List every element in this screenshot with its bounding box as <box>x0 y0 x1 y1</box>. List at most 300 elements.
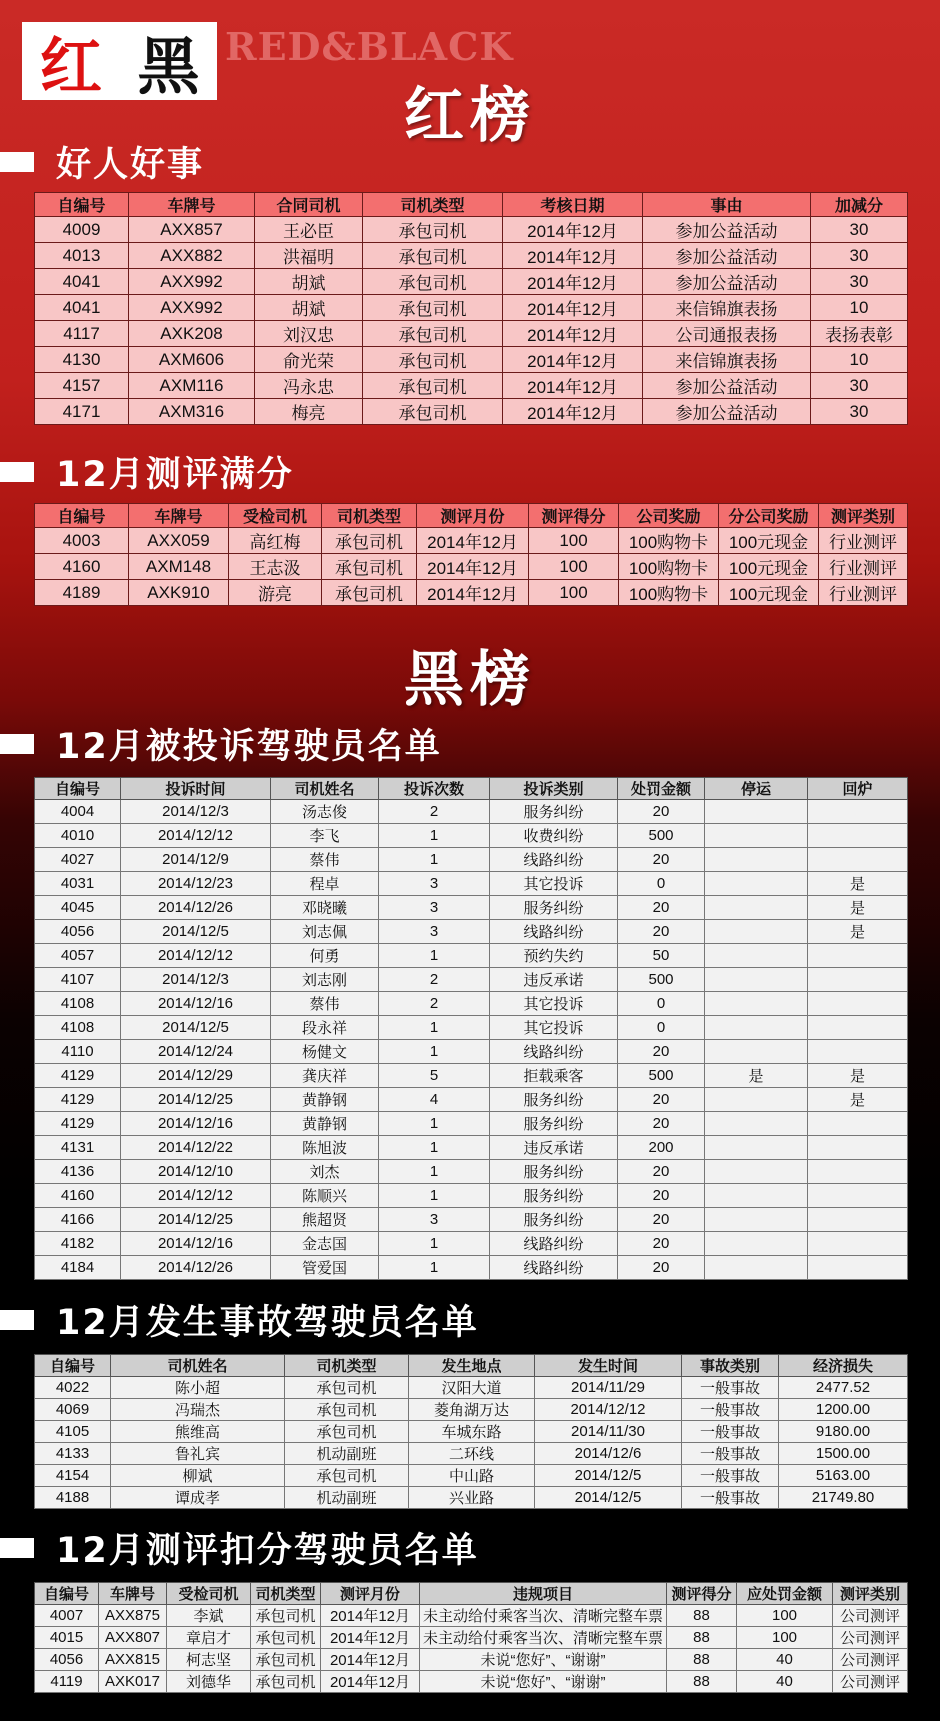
table-cell <box>705 824 808 848</box>
table-cell: 20 <box>618 1040 705 1064</box>
table-cell: 5 <box>379 1064 490 1088</box>
table-cell: 承包司机 <box>363 373 503 399</box>
table-row <box>35 944 908 968</box>
table-cell <box>808 848 908 872</box>
table-cell: 5163.00 <box>779 1465 908 1487</box>
table-cell: 4117 <box>35 321 129 347</box>
table-cell: 线路纠纷 <box>490 920 618 944</box>
table-cell: 9180.00 <box>779 1421 908 1443</box>
table-cell: 4182 <box>35 1232 121 1256</box>
column-header: 自编号 <box>35 1355 111 1377</box>
table-cell: 1200.00 <box>779 1399 908 1421</box>
column-header: 发生时间 <box>535 1355 682 1377</box>
table-cell: 4022 <box>35 1377 111 1399</box>
column-header: 自编号 <box>35 1583 99 1605</box>
table-row <box>35 554 908 580</box>
table-cell: 来信锦旗表扬 <box>643 347 811 373</box>
column-header: 车牌号 <box>129 504 229 528</box>
table-cell: 100元现金 <box>719 528 819 554</box>
table-cell: 4031 <box>35 872 121 896</box>
table-cell: 公司测评 <box>833 1671 908 1693</box>
table-cell <box>705 1256 808 1280</box>
table-cell: AXX992 <box>129 269 255 295</box>
table-cell: 刘志佩 <box>271 920 379 944</box>
table-cell: 4057 <box>35 944 121 968</box>
table-row <box>35 1649 908 1671</box>
table-cell: 是 <box>808 1064 908 1088</box>
table-cell: 熊超贤 <box>271 1208 379 1232</box>
table-cell: 1 <box>379 824 490 848</box>
table-cell: 违反承诺 <box>490 968 618 992</box>
table-cell: 20 <box>618 800 705 824</box>
table-cell: 行业测评 <box>819 528 908 554</box>
table-cell: 未主动给付乘客当次、清晰完整车票 <box>420 1627 667 1649</box>
column-header: 司机姓名 <box>111 1355 285 1377</box>
table-cell: 承包司机 <box>322 580 417 606</box>
table-cell: 500 <box>618 1064 705 1088</box>
table-cell: 参加公益活动 <box>643 399 811 425</box>
table-cell: 李飞 <box>271 824 379 848</box>
table-cell: 表扬表彰 <box>811 321 908 347</box>
table-cell: AXK910 <box>129 580 229 606</box>
table-cell: 违反承诺 <box>490 1136 618 1160</box>
table-cell: 2 <box>379 992 490 1016</box>
table-cell <box>705 920 808 944</box>
table-cell: 20 <box>618 1256 705 1280</box>
column-header: 事故类别 <box>682 1355 779 1377</box>
table-cell: 4105 <box>35 1421 111 1443</box>
table-cell: 服务纠纷 <box>490 1112 618 1136</box>
table-cell: 中山路 <box>409 1465 535 1487</box>
table-cell: 2014/12/26 <box>121 896 271 920</box>
table-cell: 20 <box>618 1160 705 1184</box>
table-row <box>35 1208 908 1232</box>
accidents-table <box>34 1354 908 1509</box>
table-cell: 2014/12/12 <box>121 824 271 848</box>
column-header: 应处罚金额 <box>737 1583 833 1605</box>
section-title-good-deeds: 好人好事 <box>0 140 204 184</box>
table-cell: 承包司机 <box>363 321 503 347</box>
column-header: 测评类别 <box>819 504 908 528</box>
table-cell: AXX059 <box>129 528 229 554</box>
table-cell: 2014/12/16 <box>121 992 271 1016</box>
table-cell: 2 <box>379 800 490 824</box>
logo-black-char: 黑 <box>120 22 217 100</box>
table-cell: AXK208 <box>129 321 255 347</box>
table-cell: 100 <box>529 554 619 580</box>
table-cell: 4056 <box>35 920 121 944</box>
table-cell: 4110 <box>35 1040 121 1064</box>
table-cell: 2014/12/5 <box>121 1016 271 1040</box>
table-cell: 2014/12/5 <box>121 920 271 944</box>
table-cell: 陈顺兴 <box>271 1184 379 1208</box>
table-cell: 88 <box>667 1649 737 1671</box>
table-cell: 承包司机 <box>251 1605 321 1627</box>
table-cell: 4107 <box>35 968 121 992</box>
table-cell: 21749.80 <box>779 1487 908 1509</box>
table-cell: 4129 <box>35 1112 121 1136</box>
table-cell: 4045 <box>35 896 121 920</box>
table-cell: 20 <box>618 1088 705 1112</box>
table-cell <box>808 992 908 1016</box>
table-row <box>35 1232 908 1256</box>
table-cell: 20 <box>618 1232 705 1256</box>
table-cell: 黄静钢 <box>271 1112 379 1136</box>
table-cell: 车城东路 <box>409 1421 535 1443</box>
table-cell: 100 <box>737 1605 833 1627</box>
table-cell <box>808 1208 908 1232</box>
column-header: 司机类型 <box>363 193 503 217</box>
table-cell: 2014年12月 <box>417 580 529 606</box>
table-cell: 章启才 <box>167 1627 251 1649</box>
table-cell <box>808 1184 908 1208</box>
column-header: 受检司机 <box>167 1583 251 1605</box>
table-header-row <box>35 778 908 800</box>
table-cell: 承包司机 <box>363 217 503 243</box>
table-cell <box>705 1232 808 1256</box>
table-cell: 服务纠纷 <box>490 800 618 824</box>
table-cell: 一般事故 <box>682 1465 779 1487</box>
table-cell <box>705 1040 808 1064</box>
table-row <box>35 1671 908 1693</box>
deductions-table <box>34 1582 908 1693</box>
column-header: 加减分 <box>811 193 908 217</box>
table-cell: 承包司机 <box>363 295 503 321</box>
column-header: 投诉次数 <box>379 778 490 800</box>
table-cell: 10 <box>811 347 908 373</box>
table-cell: 程卓 <box>271 872 379 896</box>
table-cell: AXX815 <box>99 1649 167 1671</box>
table-cell: 2014/12/12 <box>535 1399 682 1421</box>
table-cell: 50 <box>618 944 705 968</box>
table-cell: 何勇 <box>271 944 379 968</box>
table-cell: 40 <box>737 1649 833 1671</box>
table-cell <box>808 944 908 968</box>
table-header-row <box>35 1355 908 1377</box>
table-cell: 100购物卡 <box>619 554 719 580</box>
table-cell: 金志国 <box>271 1232 379 1256</box>
column-header: 测评月份 <box>321 1583 420 1605</box>
column-header: 处罚金额 <box>618 778 705 800</box>
table-row <box>35 1443 908 1465</box>
table-cell: 4015 <box>35 1627 99 1649</box>
table-cell: 4108 <box>35 992 121 1016</box>
table-cell <box>705 992 808 1016</box>
table-cell: 拒载乘客 <box>490 1064 618 1088</box>
table-cell: 2014年12月 <box>503 269 643 295</box>
table-cell: 100购物卡 <box>619 580 719 606</box>
table-cell: 刘杰 <box>271 1160 379 1184</box>
table-cell: 公司测评 <box>833 1605 908 1627</box>
table-cell: 收费纠纷 <box>490 824 618 848</box>
table-row <box>35 1465 908 1487</box>
table-cell: 4056 <box>35 1649 99 1671</box>
table-cell: 汤志俊 <box>271 800 379 824</box>
table-row <box>35 1088 908 1112</box>
table-cell: 线路纠纷 <box>490 1232 618 1256</box>
table-row <box>35 992 908 1016</box>
table-cell: 500 <box>618 968 705 992</box>
table-cell: 洪福明 <box>255 243 363 269</box>
table-cell: 4010 <box>35 824 121 848</box>
table-cell: 服务纠纷 <box>490 1160 618 1184</box>
table-cell <box>705 800 808 824</box>
table-cell: 20 <box>618 1112 705 1136</box>
table-cell: 2014/12/26 <box>121 1256 271 1280</box>
table-cell: 2014/12/3 <box>121 968 271 992</box>
table-cell: 0 <box>618 872 705 896</box>
table-cell: 2477.52 <box>779 1377 908 1399</box>
table-row <box>35 1605 908 1627</box>
table-cell: 4166 <box>35 1208 121 1232</box>
table-row <box>35 347 908 373</box>
table-cell: 承包司机 <box>251 1671 321 1693</box>
table-row <box>35 1016 908 1040</box>
table-row <box>35 896 908 920</box>
table-cell: 王必臣 <box>255 217 363 243</box>
table-cell: 汉阳大道 <box>409 1377 535 1399</box>
table-row <box>35 399 908 425</box>
table-cell: 未说“您好”、“谢谢” <box>420 1649 667 1671</box>
table-cell: 是 <box>808 1088 908 1112</box>
table-cell: 2014/12/29 <box>121 1064 271 1088</box>
table-cell: 承包司机 <box>322 554 417 580</box>
table-row <box>35 321 908 347</box>
column-header: 司机类型 <box>322 504 417 528</box>
table-cell: 其它投诉 <box>490 1016 618 1040</box>
table-cell: 4189 <box>35 580 129 606</box>
table-cell: 承包司机 <box>285 1377 409 1399</box>
table-cell: 其它投诉 <box>490 992 618 1016</box>
table-cell: 1 <box>379 848 490 872</box>
table-cell: 100 <box>529 528 619 554</box>
table-cell: 未说“您好”、“谢谢” <box>420 1671 667 1693</box>
table-row <box>35 824 908 848</box>
table-cell: 冯瑞杰 <box>111 1399 285 1421</box>
table-row <box>35 217 908 243</box>
table-cell: 2014年12月 <box>503 295 643 321</box>
table-cell: 杨健文 <box>271 1040 379 1064</box>
table-cell: 来信锦旗表扬 <box>643 295 811 321</box>
table-row <box>35 1399 908 1421</box>
table-row <box>35 269 908 295</box>
section-title-full-score: 12月测评满分 <box>0 450 294 494</box>
table-cell: 4130 <box>35 347 129 373</box>
table-cell: 参加公益活动 <box>643 217 811 243</box>
table-row <box>35 243 908 269</box>
table-cell: 2014/12/25 <box>121 1088 271 1112</box>
section-title-complaints: 12月被投诉驾驶员名单 <box>0 722 442 766</box>
table-cell: 服务纠纷 <box>490 896 618 920</box>
table-cell: 行业测评 <box>819 554 908 580</box>
table-cell: 蔡伟 <box>271 992 379 1016</box>
table-cell <box>705 944 808 968</box>
table-row <box>35 848 908 872</box>
column-header: 考核日期 <box>503 193 643 217</box>
black-board-title: 黑榜 <box>404 645 536 715</box>
table-cell: 4184 <box>35 1256 121 1280</box>
column-header: 司机姓名 <box>271 778 379 800</box>
table-cell: 服务纠纷 <box>490 1184 618 1208</box>
table-cell: 兴业路 <box>409 1487 535 1509</box>
table-cell: 1 <box>379 1256 490 1280</box>
table-cell: 胡斌 <box>255 269 363 295</box>
table-cell <box>808 1040 908 1064</box>
table-cell: 1 <box>379 1112 490 1136</box>
column-header: 停运 <box>705 778 808 800</box>
table-cell: 一般事故 <box>682 1377 779 1399</box>
table-cell: 20 <box>618 1208 705 1232</box>
table-cell: 2014/12/3 <box>121 800 271 824</box>
table-cell <box>808 824 908 848</box>
table-cell: 30 <box>811 217 908 243</box>
table-cell <box>705 968 808 992</box>
table-row <box>35 1040 908 1064</box>
table-cell: 2014/12/12 <box>121 1184 271 1208</box>
red-board-title: 红榜 <box>404 81 536 151</box>
column-header: 投诉时间 <box>121 778 271 800</box>
table-cell: AXM148 <box>129 554 229 580</box>
table-cell: 3 <box>379 872 490 896</box>
table-row <box>35 1184 908 1208</box>
table-cell: 承包司机 <box>363 269 503 295</box>
table-cell: 陈旭波 <box>271 1136 379 1160</box>
table-cell: 4171 <box>35 399 129 425</box>
table-cell <box>808 1232 908 1256</box>
table-row <box>35 1421 908 1443</box>
table-cell <box>705 848 808 872</box>
table-row <box>35 295 908 321</box>
table-cell: 1500.00 <box>779 1443 908 1465</box>
table-cell: 公司测评 <box>833 1649 908 1671</box>
table-cell: 4041 <box>35 269 129 295</box>
table-cell: 20 <box>618 848 705 872</box>
table-cell: 承包司机 <box>322 528 417 554</box>
table-cell: 88 <box>667 1605 737 1627</box>
table-cell: 承包司机 <box>363 347 503 373</box>
table-cell: 40 <box>737 1671 833 1693</box>
table-cell: 谭成孝 <box>111 1487 285 1509</box>
table-cell: 20 <box>618 896 705 920</box>
table-cell: 柯志坚 <box>167 1649 251 1671</box>
section-marker <box>0 462 34 482</box>
table-cell: 承包司机 <box>285 1399 409 1421</box>
table-cell: 4119 <box>35 1671 99 1693</box>
table-cell: 2014/12/25 <box>121 1208 271 1232</box>
table-cell: 公司通报表扬 <box>643 321 811 347</box>
table-cell: 2014/12/5 <box>535 1465 682 1487</box>
table-header-row <box>35 1583 908 1605</box>
table-cell: 2014年12月 <box>503 399 643 425</box>
table-cell: 2014/12/24 <box>121 1040 271 1064</box>
table-cell: 预约失约 <box>490 944 618 968</box>
table-cell: 熊维高 <box>111 1421 285 1443</box>
section-marker <box>0 152 34 172</box>
table-row <box>35 1256 908 1280</box>
table-row <box>35 1627 908 1649</box>
table-cell: AXK017 <box>99 1671 167 1693</box>
table-cell: 4108 <box>35 1016 121 1040</box>
table-row <box>35 1136 908 1160</box>
table-cell: 1 <box>379 1040 490 1064</box>
table-cell <box>808 1256 908 1280</box>
table-cell: 黄静钢 <box>271 1088 379 1112</box>
full-score-table <box>34 503 908 606</box>
table-cell: 4160 <box>35 554 129 580</box>
table-cell <box>705 872 808 896</box>
table-cell: 管爱国 <box>271 1256 379 1280</box>
table-row <box>35 872 908 896</box>
column-header: 测评得分 <box>529 504 619 528</box>
column-header: 测评得分 <box>667 1583 737 1605</box>
table-cell: 100 <box>529 580 619 606</box>
column-header: 自编号 <box>35 778 121 800</box>
table-cell: 30 <box>811 269 908 295</box>
table-cell: 梅亮 <box>255 399 363 425</box>
table-cell: 30 <box>811 243 908 269</box>
table-cell <box>808 800 908 824</box>
table-cell: 一般事故 <box>682 1421 779 1443</box>
table-cell: 2014年12月 <box>503 321 643 347</box>
table-cell: 2014年12月 <box>417 554 529 580</box>
table-cell: AXX875 <box>99 1605 167 1627</box>
table-cell: 4136 <box>35 1160 121 1184</box>
table-cell: 承包司机 <box>363 243 503 269</box>
table-cell: AXX857 <box>129 217 255 243</box>
table-cell: 4009 <box>35 217 129 243</box>
table-cell: 一般事故 <box>682 1399 779 1421</box>
table-cell: 4129 <box>35 1064 121 1088</box>
table-cell: 承包司机 <box>251 1627 321 1649</box>
table-cell: AXM606 <box>129 347 255 373</box>
table-cell: 鲁礼宾 <box>111 1443 285 1465</box>
table-cell: 承包司机 <box>363 399 503 425</box>
table-cell: 88 <box>667 1627 737 1649</box>
table-row <box>35 1487 908 1509</box>
column-header: 公司奖励 <box>619 504 719 528</box>
table-cell: AXX807 <box>99 1627 167 1649</box>
column-header: 投诉类别 <box>490 778 618 800</box>
table-cell: 4157 <box>35 373 129 399</box>
table-cell: 1 <box>379 1232 490 1256</box>
table-cell <box>808 1160 908 1184</box>
column-header: 合同司机 <box>255 193 363 217</box>
table-header-row <box>35 504 908 528</box>
table-cell <box>808 1136 908 1160</box>
table-cell: 菱角湖万达 <box>409 1399 535 1421</box>
table-cell: 4013 <box>35 243 129 269</box>
table-row <box>35 373 908 399</box>
table-cell: 俞光荣 <box>255 347 363 373</box>
table-cell: 冯永忠 <box>255 373 363 399</box>
table-cell: 2014/12/6 <box>535 1443 682 1465</box>
table-cell: 4027 <box>35 848 121 872</box>
table-cell: 2014/12/23 <box>121 872 271 896</box>
table-cell: 服务纠纷 <box>490 1088 618 1112</box>
section-marker <box>0 734 34 754</box>
table-cell: 500 <box>618 824 705 848</box>
table-cell: 机动副班 <box>285 1443 409 1465</box>
table-cell <box>808 1016 908 1040</box>
table-cell: 2014/11/30 <box>535 1421 682 1443</box>
column-header: 测评类别 <box>833 1583 908 1605</box>
table-cell: 4133 <box>35 1443 111 1465</box>
table-cell: 2014年12月 <box>321 1627 420 1649</box>
table-cell: 3 <box>379 920 490 944</box>
table-cell: 机动副班 <box>285 1487 409 1509</box>
table-cell: 100 <box>737 1627 833 1649</box>
table-cell: 20 <box>618 1184 705 1208</box>
